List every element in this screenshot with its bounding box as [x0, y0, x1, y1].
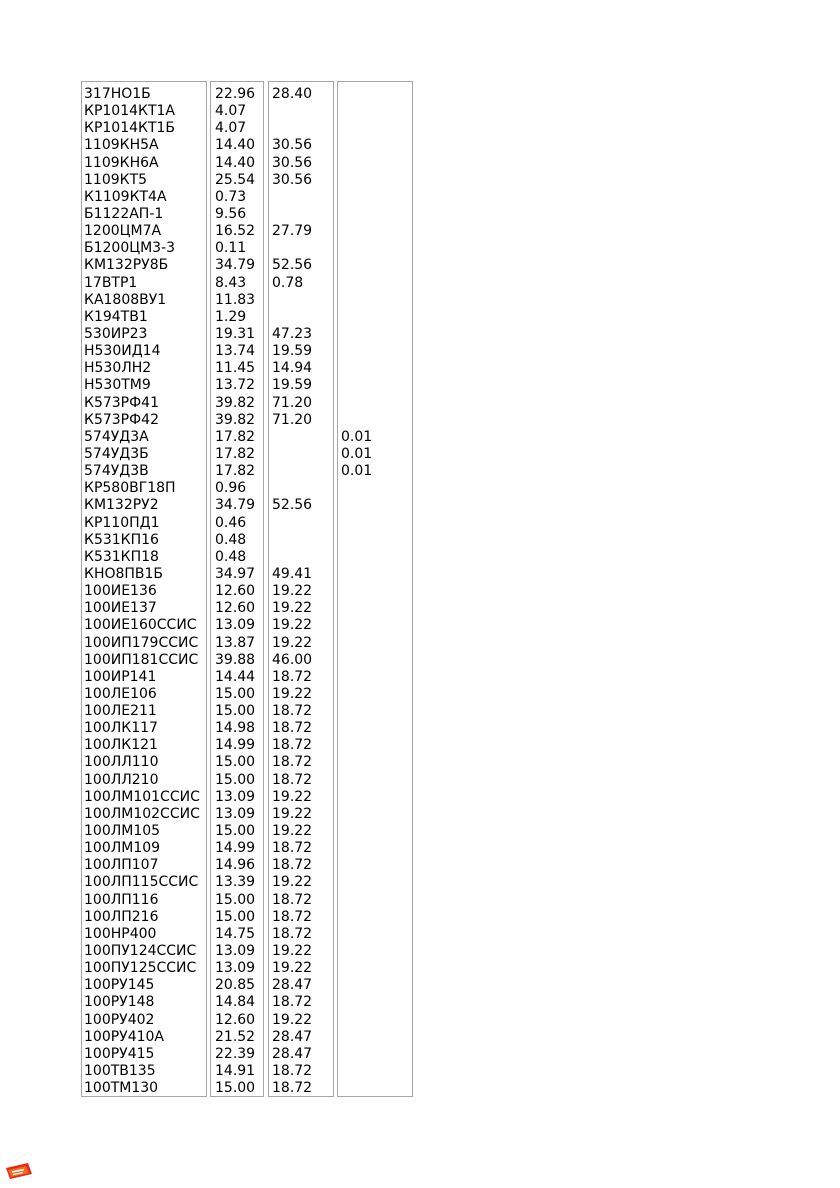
value-1-cell: 0.11 [215, 240, 247, 257]
value-3-cell [341, 1012, 412, 1029]
value-1-cell: 14.91 [215, 1063, 256, 1080]
value-1-cell: 0.48 [215, 531, 247, 548]
value-2-cell [272, 206, 333, 223]
part-number-cell: 100РУ410А [84, 1028, 164, 1045]
site-logo-icon [4, 1162, 34, 1180]
part-number-cell: 100НР400 [84, 925, 157, 942]
part-number-cell: 100ЛП107 [84, 857, 159, 874]
part-number-cell: К1109КТ4А [84, 188, 167, 205]
part-number-cell: 574УД3А [84, 428, 149, 445]
value-1-cell: 14.84 [215, 994, 256, 1011]
value-3-cell [341, 532, 412, 549]
value-1-cell: 14.96 [215, 857, 256, 874]
value-3-cell [341, 480, 412, 497]
part-number-cell: 100ЛЕ106 [84, 685, 157, 702]
part-number-cell: 100ПУ125ССИС [84, 960, 197, 977]
value-1-cell: 15.00 [215, 754, 256, 771]
value-3-cell [341, 549, 412, 566]
value-3-cell [341, 172, 412, 189]
value-1-cell: 14.44 [215, 668, 256, 685]
part-number-cell: Н530ТМ9 [84, 377, 151, 394]
value-3-cell [341, 515, 412, 532]
value-3-cell [341, 977, 412, 994]
value-2-cell: 19.22 [272, 617, 313, 634]
value-2-cell: 47.23 [272, 325, 313, 342]
value-1-cell: 17.82 [215, 445, 256, 462]
value-2-cell: 27.79 [272, 223, 313, 240]
value-2-cell [272, 446, 333, 463]
part-number-cell: 1109КТ5 [84, 171, 148, 188]
value-2-cell: 19.22 [272, 960, 313, 977]
value-2-cell: 18.72 [272, 703, 313, 720]
value-1-cell: 15.00 [215, 908, 256, 925]
value-2-cell: 71.20 [272, 411, 313, 428]
value-3-cell [341, 840, 412, 857]
part-number-cell: 100ИП179ССИС [84, 634, 199, 651]
value-3-cell [341, 703, 412, 720]
value-3-cell [341, 1029, 412, 1046]
value-3-cell [341, 292, 412, 309]
value-2-cell [272, 292, 333, 309]
value-2-cell: 0.78 [272, 274, 304, 291]
part-number-cell: 17ВТР1 [84, 274, 138, 291]
value-1-cell: 0.48 [215, 548, 247, 565]
part-number-cell: КР1014КТ1Б [84, 120, 176, 137]
value-3-cell [341, 326, 412, 343]
value-1-cell: 13.09 [215, 960, 256, 977]
value-2-cell [272, 532, 333, 549]
value-3-cell [341, 189, 412, 206]
value-2-cell: 19.22 [272, 685, 313, 702]
part-number-cell: 100ЛК117 [84, 720, 158, 737]
value-3-cell: 0.01 [341, 463, 373, 480]
value-3-cell [341, 566, 412, 583]
value-2-cell: 30.56 [272, 154, 313, 171]
value-1-cell: 34.97 [215, 565, 256, 582]
value-1-cell: 13.09 [215, 617, 256, 634]
value-2-cell: 18.72 [272, 720, 313, 737]
value-2-cell [272, 480, 333, 497]
value-2-cell: 19.22 [272, 788, 313, 805]
value-2-cell: 18.72 [272, 771, 313, 788]
value-1-cell: 13.09 [215, 805, 256, 822]
part-number-cell: КМ132РУ2 [84, 497, 159, 514]
value-3-cell [341, 652, 412, 669]
value-3-cell [341, 892, 412, 909]
value-1-cell: 19.31 [215, 325, 256, 342]
value-3-cell [341, 412, 412, 429]
part-number-cell: КР110ПД1 [84, 514, 160, 531]
value-1-cell: 0.46 [215, 514, 247, 531]
value-2-cell: 71.20 [272, 394, 313, 411]
value-3-cell [341, 874, 412, 891]
value-1-cell: 17.82 [215, 463, 256, 480]
value-3-cell [341, 395, 412, 412]
value-2-cell: 28.40 [272, 86, 313, 102]
part-number-cell: 100ЛЛ210 [84, 771, 159, 788]
value-2-cell: 18.72 [272, 754, 313, 771]
value-1-cell: 15.00 [215, 703, 256, 720]
part-number-cell: КА1808ВУ1 [84, 291, 167, 308]
value-1-cell: 15.00 [215, 771, 256, 788]
part-number-cell: Н530ИД14 [84, 343, 161, 360]
value-3-cell [341, 943, 412, 960]
part-number-cell: 100ТМ130 [84, 1080, 159, 1097]
value-3-cell [341, 1080, 412, 1097]
value-2-cell: 49.41 [272, 565, 313, 582]
value-2-cell [272, 189, 333, 206]
value-3-cell [341, 360, 412, 377]
value-1-cell: 13.87 [215, 634, 256, 651]
value-3-column [337, 81, 413, 1097]
part-number-cell: 1200ЦМ7А [84, 223, 162, 240]
part-number-cell: 1109КН5А [84, 137, 159, 154]
value-2-cell: 18.72 [272, 908, 313, 925]
value-2-cell [272, 515, 333, 532]
value-3-cell: 0.01 [341, 428, 373, 445]
value-3-cell [341, 497, 412, 514]
part-number-cell: Н530ЛН2 [84, 360, 152, 377]
value-3-cell [341, 789, 412, 806]
value-3-cell [341, 823, 412, 840]
part-number-cell: К573РФ42 [84, 411, 159, 428]
part-number-cell: 100ЛЕ211 [84, 703, 157, 720]
value-2-cell: 19.22 [272, 805, 313, 822]
value-2-cell: 30.56 [272, 137, 313, 154]
value-2-cell [272, 103, 333, 120]
part-number-cell: 100РУ415 [84, 1045, 155, 1062]
value-2-cell: 19.22 [272, 634, 313, 651]
part-number-cell: 574УД3Б [84, 445, 149, 462]
part-number-cell: 100ЛП216 [84, 908, 159, 925]
part-number-cell: 100ЛП115ССИС [84, 874, 199, 891]
value-1-cell: 14.40 [215, 137, 256, 154]
value-1-cell: 14.99 [215, 737, 256, 754]
value-2-cell [272, 240, 333, 257]
value-3-cell [341, 857, 412, 874]
value-2-column [268, 81, 334, 1097]
value-1-cell: 4.07 [215, 103, 247, 120]
part-number-cell: 100ЛП116 [84, 891, 159, 908]
value-1-cell: 0.96 [215, 480, 247, 497]
value-1-cell: 34.79 [215, 257, 256, 274]
value-3-cell [341, 257, 412, 274]
value-1-cell: 39.88 [215, 651, 256, 668]
value-2-cell: 52.56 [272, 257, 313, 274]
part-number-cell: КР1014КТ1А [84, 103, 175, 120]
value-1-cell: 34.79 [215, 497, 256, 514]
value-1-cell: 15.00 [215, 891, 256, 908]
value-2-cell: 19.22 [272, 600, 313, 617]
value-3-cell [341, 1063, 412, 1080]
value-1-cell: 8.43 [215, 274, 247, 291]
value-3-cell [341, 737, 412, 754]
part-number-cell: 317НО1Б [84, 86, 151, 102]
part-number-cell: 100ЛМ101ССИС [84, 788, 200, 805]
value-1-cell: 20.85 [215, 977, 256, 994]
value-1-cell: 16.52 [215, 223, 256, 240]
value-1-cell: 12.60 [215, 583, 256, 600]
value-2-cell: 19.22 [272, 943, 313, 960]
part-number-cell: К531КП16 [84, 531, 159, 548]
part-number-cell: 100ЛК121 [84, 737, 158, 754]
value-2-cell: 18.72 [272, 891, 313, 908]
value-1-column [210, 81, 264, 1097]
part-number-cell: 574УД3В [84, 463, 149, 480]
value-1-cell: 14.98 [215, 720, 256, 737]
value-3-cell [341, 926, 412, 943]
value-1-cell: 39.82 [215, 411, 256, 428]
part-number-cell: 100ИЕ160ССИС [84, 617, 197, 634]
value-3-cell [341, 137, 412, 154]
part-number-cell: 1109КН6А [84, 154, 159, 171]
value-1-cell: 13.09 [215, 943, 256, 960]
part-number-cell: КНО8ПВ1Б [84, 565, 164, 582]
value-3-cell [341, 754, 412, 771]
value-2-cell [272, 549, 333, 566]
value-3-cell [341, 343, 412, 360]
value-1-cell: 4.07 [215, 120, 247, 137]
value-3-cell [341, 994, 412, 1011]
value-2-cell: 52.56 [272, 497, 313, 514]
value-2-cell: 46.00 [272, 651, 313, 668]
value-2-cell: 19.59 [272, 377, 313, 394]
value-2-cell: 14.94 [272, 360, 313, 377]
value-3-cell [341, 720, 412, 737]
part-number-cell: 100РУ145 [84, 977, 155, 994]
part-number-cell: 100ЛЛ110 [84, 754, 159, 771]
value-2-cell [272, 429, 333, 446]
part-number-cell: Б1200ЦМ3-3 [84, 240, 176, 257]
value-1-cell: 39.82 [215, 394, 256, 411]
value-1-cell: 14.75 [215, 925, 256, 942]
value-1-cell: 1.29 [215, 308, 247, 325]
value-2-cell: 19.22 [272, 1011, 313, 1028]
value-1-cell: 22.39 [215, 1045, 256, 1062]
part-number-cell: 100ПУ124ССИС [84, 943, 197, 960]
value-1-cell: 15.00 [215, 685, 256, 702]
value-2-cell [272, 463, 333, 480]
value-2-cell: 18.72 [272, 737, 313, 754]
part-number-cell: 100РУ402 [84, 1011, 155, 1028]
value-2-cell: 18.72 [272, 840, 313, 857]
value-3-cell [341, 686, 412, 703]
value-2-cell: 18.72 [272, 994, 313, 1011]
value-2-cell: 18.72 [272, 1080, 313, 1097]
value-3-cell [341, 223, 412, 240]
part-number-cell: 100ТВ135 [84, 1063, 156, 1080]
value-2-cell: 19.22 [272, 583, 313, 600]
part-number-cell: 100ИП181ССИС [84, 651, 199, 668]
value-3-cell [341, 909, 412, 926]
part-number-cell: 100ИР141 [84, 668, 157, 685]
value-3-cell [341, 240, 412, 257]
value-2-cell: 18.72 [272, 857, 313, 874]
value-1-cell: 15.00 [215, 1080, 256, 1097]
value-3-cell [341, 309, 412, 326]
value-3-cell [341, 86, 412, 103]
part-number-cell: 530ИР23 [84, 325, 148, 342]
value-1-cell: 25.54 [215, 171, 256, 188]
value-1-cell: 13.72 [215, 377, 256, 394]
value-3-cell [341, 583, 412, 600]
part-number-cell: 100РУ148 [84, 994, 155, 1011]
value-1-cell: 21.52 [215, 1028, 256, 1045]
value-1-cell: 11.45 [215, 360, 256, 377]
value-3-cell [341, 635, 412, 652]
value-3-cell [341, 155, 412, 172]
part-number-cell: 100ЛМ109 [84, 840, 161, 857]
value-3-cell [341, 103, 412, 120]
part-number-cell: К573РФ41 [84, 394, 159, 411]
part-number-cell: 100ИЕ137 [84, 600, 157, 617]
value-3-cell [341, 1046, 412, 1063]
value-2-cell: 28.47 [272, 1045, 313, 1062]
value-3-cell [341, 120, 412, 137]
value-1-cell: 15.00 [215, 823, 256, 840]
value-2-cell: 18.72 [272, 1063, 313, 1080]
value-1-cell: 12.60 [215, 1011, 256, 1028]
value-3-cell: 0.01 [341, 445, 373, 462]
value-2-cell: 19.22 [272, 874, 313, 891]
part-number-cell: КР580ВГ18П [84, 480, 176, 497]
value-3-cell [341, 275, 412, 292]
value-2-cell [272, 309, 333, 326]
part-number-cell: 100ЛМ105 [84, 823, 161, 840]
value-3-cell [341, 772, 412, 789]
value-1-cell: 11.83 [215, 291, 256, 308]
value-2-cell [272, 120, 333, 137]
part-number-cell: К531КП18 [84, 548, 159, 565]
value-1-cell: 13.09 [215, 788, 256, 805]
part-number-column [81, 81, 207, 1097]
value-1-cell: 12.60 [215, 600, 256, 617]
value-1-cell: 13.74 [215, 343, 256, 360]
value-2-cell: 28.47 [272, 977, 313, 994]
part-number-cell: К194ТВ1 [84, 308, 148, 325]
value-3-cell [341, 617, 412, 634]
value-3-cell [341, 960, 412, 977]
value-1-cell: 17.82 [215, 428, 256, 445]
value-1-cell: 14.99 [215, 840, 256, 857]
value-2-cell: 30.56 [272, 171, 313, 188]
value-1-cell: 22.96 [215, 86, 256, 102]
part-number-cell: 100ЛМ102ССИС [84, 805, 200, 822]
value-3-cell [341, 806, 412, 823]
value-1-cell: 13.39 [215, 874, 256, 891]
value-1-cell: 14.40 [215, 154, 256, 171]
value-2-cell: 19.59 [272, 343, 313, 360]
part-number-cell: КМ132РУ8Б [84, 257, 169, 274]
value-3-cell [341, 206, 412, 223]
value-3-cell [341, 377, 412, 394]
value-3-cell [341, 669, 412, 686]
part-number-cell: Б1122АП-1 [84, 205, 164, 222]
value-3-cell [341, 600, 412, 617]
part-number-cell: 100ИЕ136 [84, 583, 157, 600]
value-1-cell: 9.56 [215, 205, 247, 222]
value-2-cell: 18.72 [272, 925, 313, 942]
value-1-cell: 0.73 [215, 188, 247, 205]
value-2-cell: 28.47 [272, 1028, 313, 1045]
value-2-cell: 19.22 [272, 823, 313, 840]
value-2-cell: 18.72 [272, 668, 313, 685]
